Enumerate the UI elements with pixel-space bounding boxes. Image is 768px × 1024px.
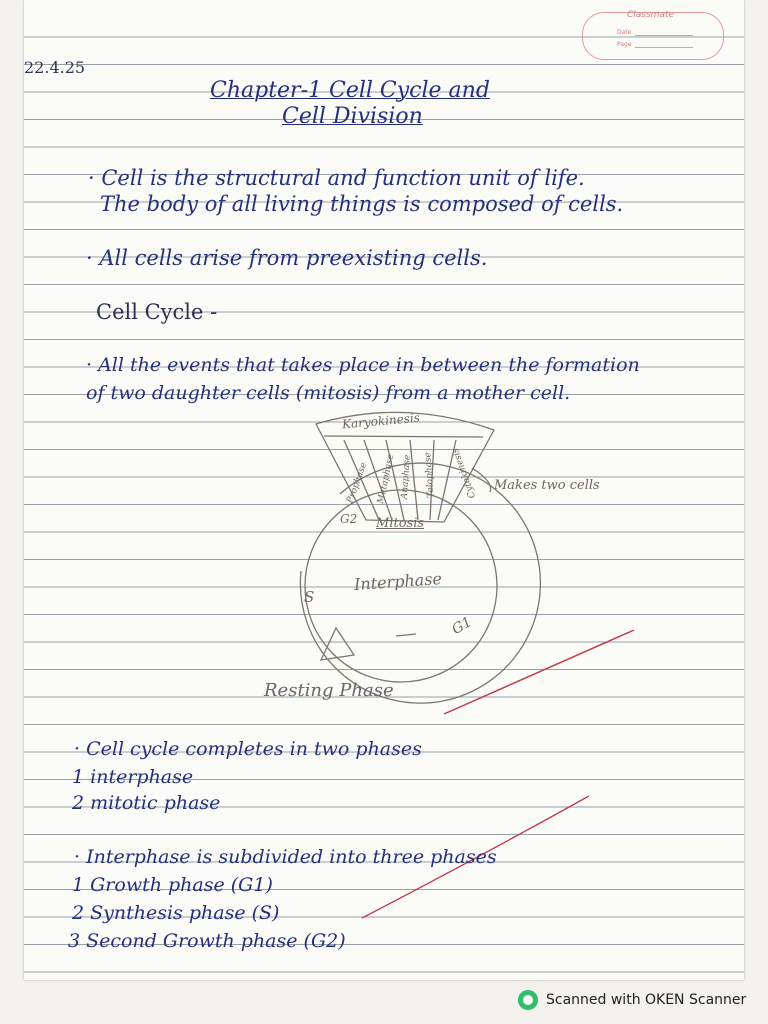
label-mitosis: Mitosis <box>376 516 425 531</box>
note-bullet-4: · Cell cycle completes in two phases <box>74 738 422 760</box>
red-strike-1 <box>444 630 634 714</box>
stamp-date-label: Date <box>617 29 632 36</box>
label-karyokinesis: Karyokinesis <box>341 410 421 432</box>
list-item-interphase: 1 interphase <box>72 766 194 788</box>
cell-cycle-heading: Cell Cycle - <box>96 300 218 324</box>
label-g2: G2 <box>340 512 358 526</box>
stamp-page-label: Page <box>617 41 632 48</box>
list-item-synthesis-phase: 2 Synthesis phase (S) <box>72 902 280 924</box>
oken-scanner-logo-icon <box>518 990 538 1010</box>
label-s: S <box>304 588 315 606</box>
label-interphase: Interphase <box>353 568 443 595</box>
note-bullet-1-line2: The body of all living things is composed of cells. <box>100 192 624 216</box>
stamp-brand: Classmate <box>627 10 675 20</box>
label-cytokinesis: Cytokinesis <box>450 446 478 500</box>
label-telophase: Telophase <box>423 451 437 499</box>
list-item-second-growth-phase: 3 Second Growth phase (G2) <box>68 930 346 952</box>
label-resting-phase: Resting Phase <box>264 680 394 701</box>
note-bullet-3-line1: · All the events that takes place in between the formation <box>86 354 640 376</box>
list-item-growth-phase: 1 Growth phase (G1) <box>72 874 273 896</box>
list-item-mitotic-phase: 2 mitotic phase <box>72 792 221 814</box>
label-makes-two-cells: Makes two cells <box>494 478 600 493</box>
label-prophase: Prophase <box>345 461 370 505</box>
chapter-title-line2: Cell Division <box>282 104 423 129</box>
note-bullet-5: · Interphase is subdivided into three phases <box>74 846 497 868</box>
note-bullet-1-line1: · Cell is the structural and function unit of life. <box>88 166 585 190</box>
label-anaphase: Anaphase <box>399 454 413 500</box>
note-date: 22.4.25 <box>24 58 86 77</box>
notebook-page <box>24 0 744 980</box>
scanner-watermark <box>518 990 746 1010</box>
chapter-title-line1: Chapter-1 Cell Cycle and <box>210 78 490 103</box>
label-metaphase: Metaphase <box>376 453 397 505</box>
note-bullet-2: · All cells arise from preexisting cells. <box>86 246 488 270</box>
note-bullet-3-line2: of two daughter cells (mitosis) from a mother cell. <box>86 382 571 404</box>
label-g1: G1 <box>449 614 475 638</box>
scanner-text: Scanned with OKEN Scanner <box>546 992 747 1008</box>
